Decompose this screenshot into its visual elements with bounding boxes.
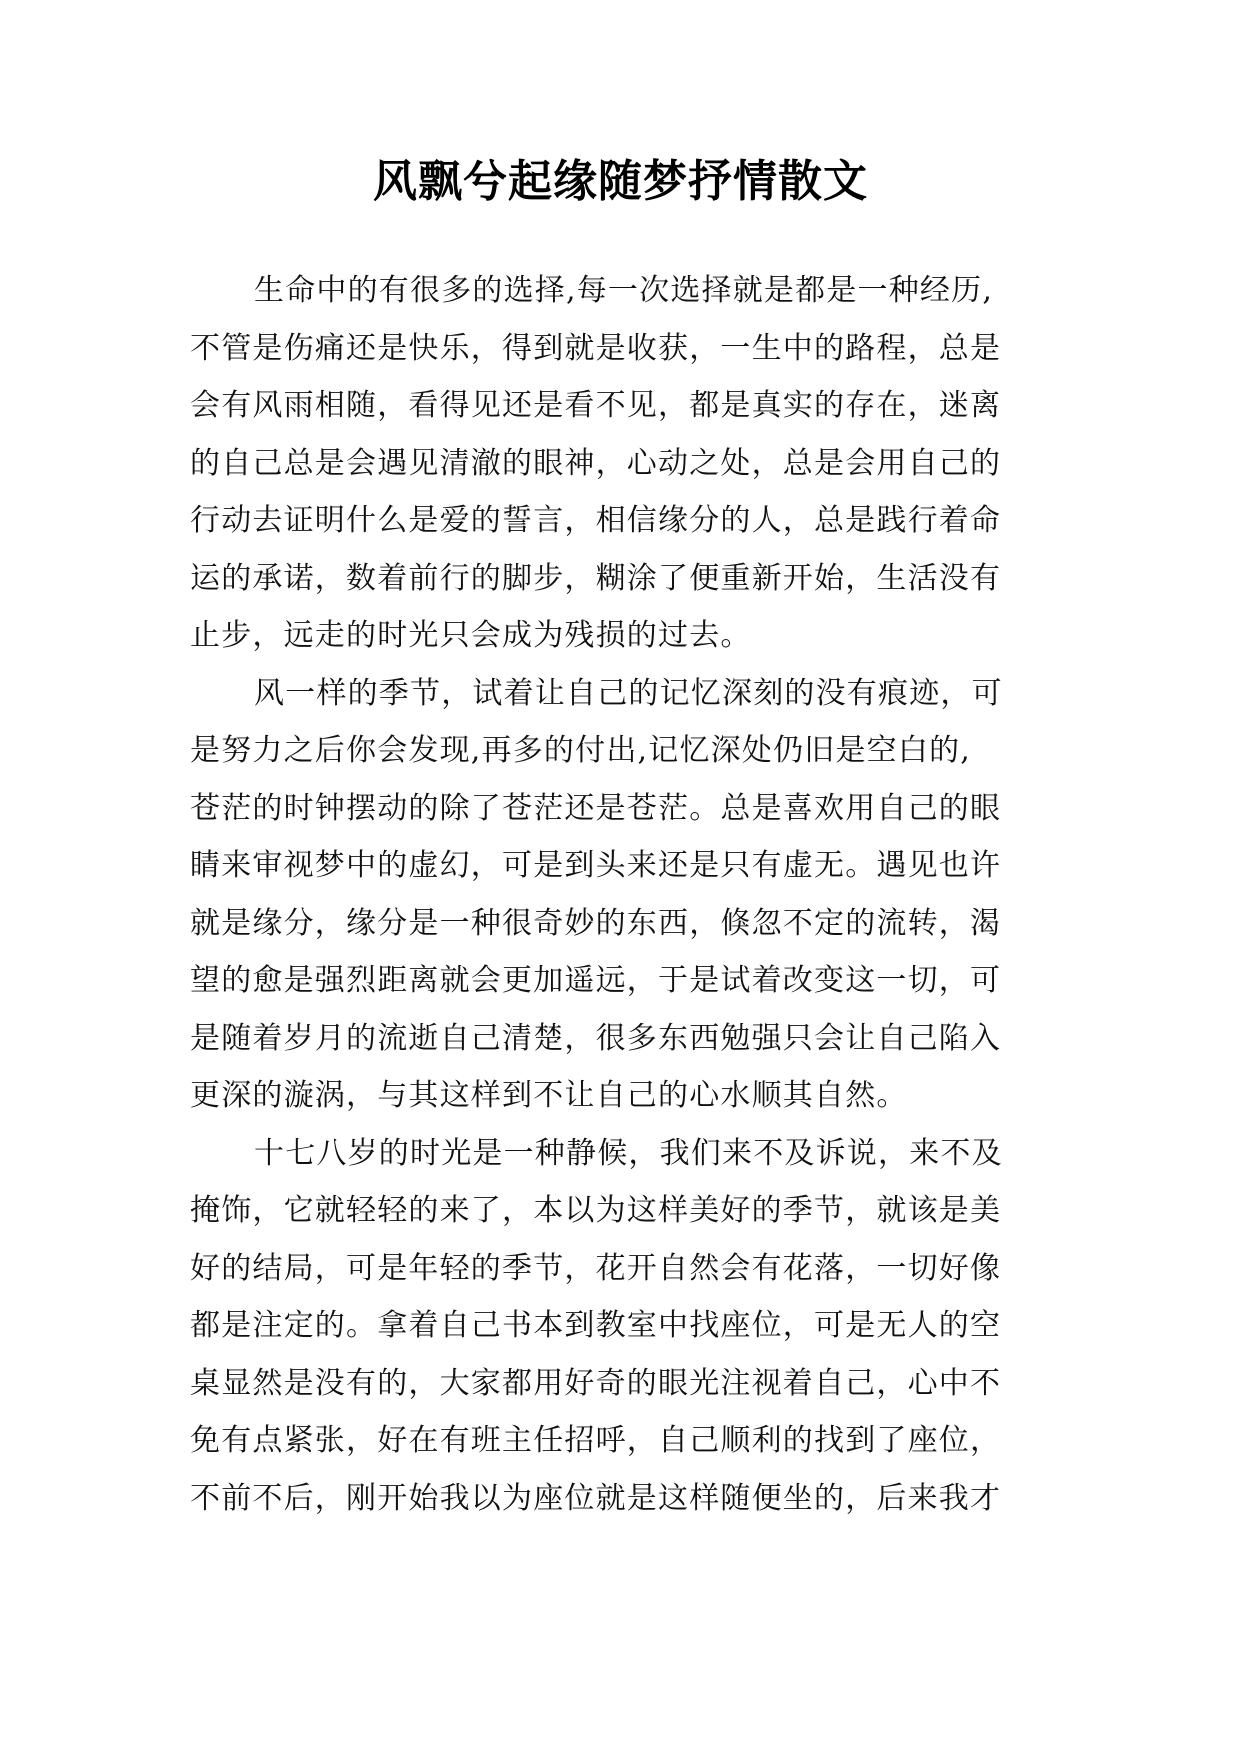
text-line: 是努力之后你会发现,再多的付出,记忆深处仍旧是空白的,: [190, 733, 972, 768]
text-line: 桌显然是没有的，大家都用好奇的眼光注视着自己，心中不: [190, 1365, 1002, 1401]
text-line: 生命中的有很多的选择,每一次选择就是都是一种经历,: [254, 273, 994, 308]
text-line: 不管是伤痛还是快乐，得到就是收获，一生中的路程，总是: [190, 330, 1002, 366]
paragraph-2: [190, 665, 1046, 1125]
text-line: 就是缘分，缘分是一种很奇妙的东西，倏忽不定的流转，渴: [190, 905, 1002, 941]
text-line: 的自己总是会遇见清澈的眼神，心动之处，总是会用自己的: [190, 445, 1002, 481]
paragraph-1: [190, 262, 1046, 665]
text-line: 止步，远走的时光只会成为残损的过去。: [190, 618, 752, 653]
text-line: 运的承诺，数着前行的脚步，糊涂了便重新开始，生活没有: [190, 560, 1002, 596]
document-title: 风飘兮起缘随梦抒情散文: [373, 156, 868, 207]
document-body: [190, 262, 1046, 1527]
text-line: 望的愈是强烈距离就会更加遥远，于是试着改变这一切，可: [190, 963, 1002, 998]
text-line: 好的结局，可是年轻的季节，花开自然会有花落，一切好像: [190, 1250, 1002, 1286]
text-line: 都是注定的。拿着自己书本到教室中找座位，可是无人的空: [190, 1308, 1002, 1343]
text-line: 睛来审视梦中的虚幻，可是到头来还是只有虚无。遇见也许: [190, 848, 1002, 883]
text-line: 掩饰，它就轻轻的来了，本以为这样美好的季节，就该是美: [190, 1193, 1002, 1228]
text-line: 十七八岁的时光是一种静候，我们来不及诉说，来不及: [254, 1135, 1003, 1171]
text-line: 是随着岁月的流逝自己清楚，很多东西勉强只会让自己陷入: [190, 1020, 1002, 1056]
text-line: 不前不后，刚开始我以为座位就是这样随便坐的，后来我才: [190, 1480, 1002, 1516]
paragraph-3: [190, 1125, 1046, 1528]
text-line: 风一样的季节，试着让自己的记忆深刻的没有痕迹，可: [254, 675, 1003, 711]
text-line: 会有风雨相随，看得见还是看不见，都是真实的存在，迷离: [190, 388, 1002, 423]
text-line: 更深的漩涡，与其这样到不让自己的心水顺其自然。: [190, 1078, 908, 1113]
text-line: 免有点紧张，好在有班主任招呼，自己顺利的找到了座位，: [190, 1423, 1002, 1458]
text-line: 行动去证明什么是爱的誓言，相信缘分的人，总是践行着命: [190, 503, 1002, 538]
text-line: 苍茫的时钟摆动的除了苍茫还是苍茫。总是喜欢用自己的眼: [190, 790, 1002, 826]
